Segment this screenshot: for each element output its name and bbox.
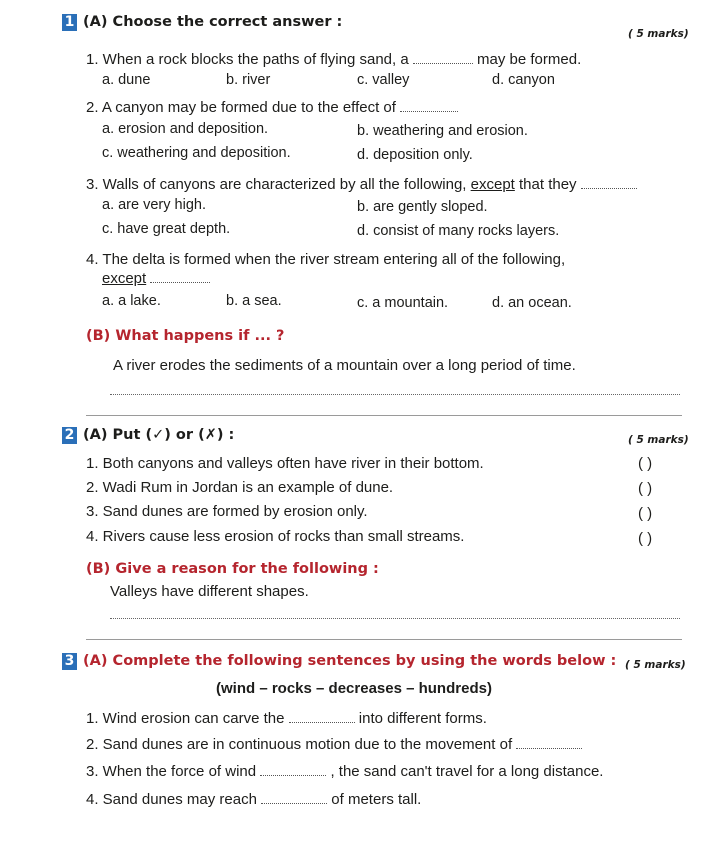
- section-1a-title: Choose the correct answer :: [112, 14, 343, 30]
- section-1a-label: (A): [83, 14, 108, 30]
- section-divider: [86, 639, 682, 640]
- sentence-3: 3. When the force of wind , the sand can't travel for a long distance.: [86, 763, 604, 780]
- section-1b-heading: (B) What happens if ... ?: [86, 328, 285, 344]
- q2-option-a[interactable]: a. erosion and deposition.: [102, 121, 269, 137]
- sentence-4: 4. Sand dunes may reach of meters tall.: [86, 791, 422, 808]
- section-2b-prompt: Valleys have different shapes.: [110, 583, 309, 600]
- question-2: 2. A canyon may be formed due to the effect of: [86, 99, 458, 116]
- q3-option-b[interactable]: b. are gently sloped.: [357, 199, 488, 215]
- question-1: 1. When a rock blocks the paths of flying sand, a may be formed.: [86, 51, 582, 68]
- statement-1: 1. Both canyons and valleys often have river in their bottom.: [86, 455, 484, 472]
- section-1b-prompt: A river erodes the sediments of a mountain over a long period of time.: [113, 357, 576, 374]
- word-bank: (wind – rocks – decreases – hundreds): [216, 680, 492, 697]
- q2-option-b[interactable]: b. weathering and erosion.: [357, 123, 528, 139]
- answer-blank[interactable]: [516, 736, 582, 749]
- section-3a-marks: ( 5 marks): [625, 659, 686, 671]
- sentence-1: 1. Wind erosion can carve the into different forms.: [86, 710, 487, 727]
- q4-option-a[interactable]: a. a lake.: [102, 293, 161, 309]
- q4-option-c[interactable]: c. a mountain.: [357, 295, 449, 311]
- answer-line[interactable]: [110, 394, 680, 395]
- statement-3: 3. Sand dunes are formed by erosion only.: [86, 503, 368, 520]
- section-1-number: 1: [62, 14, 77, 31]
- q1-option-c[interactable]: c. valley: [357, 72, 410, 88]
- section-2a-marks: ( 5 marks): [628, 434, 689, 446]
- section-3-number: 3: [62, 653, 77, 670]
- answer-blank[interactable]: [413, 51, 473, 64]
- q4-option-b[interactable]: b. a sea.: [226, 293, 282, 309]
- sentence-2: 2. Sand dunes are in continuous motion due to the movement of: [86, 736, 582, 753]
- answer-line[interactable]: [110, 618, 680, 619]
- q2-option-d[interactable]: d. deposition only.: [357, 147, 473, 163]
- q3-option-c[interactable]: c. have great depth.: [102, 221, 231, 237]
- answer-blank[interactable]: [400, 99, 458, 112]
- q3-option-d[interactable]: d. consist of many rocks layers.: [357, 223, 560, 239]
- answer-blank[interactable]: [581, 176, 637, 189]
- statement-2: 2. Wadi Rum in Jordan is an example of dune.: [86, 479, 394, 496]
- section-3a-heading: (A) Complete the following sentences by using the words below :: [83, 653, 617, 669]
- answer-blank[interactable]: [289, 710, 355, 723]
- question-4-except: except: [102, 270, 210, 287]
- q2-option-c[interactable]: c. weathering and deposition.: [102, 145, 291, 161]
- q1-option-a[interactable]: a. dune: [102, 72, 151, 88]
- section-2b-heading: (B) Give a reason for the following :: [86, 561, 379, 577]
- answer-blank[interactable]: [261, 791, 327, 804]
- section-2-number: 2: [62, 427, 77, 444]
- answer-parentheses[interactable]: ( ): [638, 505, 653, 522]
- section-2a-heading: (A) Put (✓) or (✗) :: [83, 427, 235, 443]
- answer-blank[interactable]: [150, 270, 210, 283]
- q3-option-a[interactable]: a. are very high.: [102, 197, 206, 213]
- section-divider: [86, 415, 682, 416]
- section-1a-heading: [83, 14, 342, 30]
- answer-parentheses[interactable]: ( ): [638, 480, 653, 497]
- q4-option-d[interactable]: d. an ocean.: [492, 295, 572, 311]
- section-1a-marks: ( 5 marks): [628, 28, 689, 40]
- answer-parentheses[interactable]: ( ): [638, 530, 653, 547]
- q1-option-d[interactable]: d. canyon: [492, 72, 555, 88]
- question-3: 3. Walls of canyons are characterized by all the following, except that they: [86, 176, 637, 193]
- question-4: 4. The delta is formed when the river stream entering all of the following,: [86, 251, 566, 268]
- answer-blank[interactable]: [260, 763, 326, 776]
- q1-option-b[interactable]: b. river: [226, 72, 271, 88]
- statement-4: 4. Rivers cause less erosion of rocks than small streams.: [86, 528, 465, 545]
- answer-parentheses[interactable]: ( ): [638, 455, 653, 472]
